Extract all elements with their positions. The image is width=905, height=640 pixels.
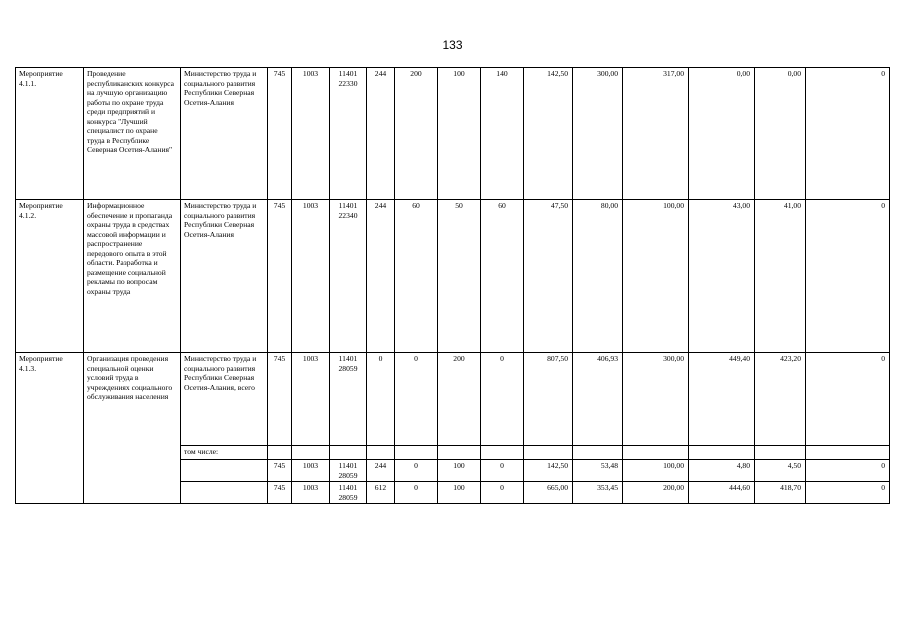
measure-id: Мероприятие 4.1.2.	[16, 200, 84, 353]
rzpr-code: 1003	[292, 460, 330, 482]
amount-6: 317,00	[623, 68, 689, 200]
vr-code: 244	[367, 68, 395, 200]
grbs-code: 745	[268, 200, 292, 353]
amount-3: 140	[481, 68, 524, 200]
amount-4: 665,00	[524, 482, 573, 504]
amount-8: 41,00	[755, 200, 806, 353]
amount-8: 4,50	[755, 460, 806, 482]
page-number: 133	[442, 38, 463, 52]
amount-7: 449,40	[689, 353, 755, 446]
measure-name: Проведение республиканских конкурса на лучшую организацию работы по охране труда среди предприятий и конкурса "Лучший специалист по охране труда в Республике Северная Осетия-Алания"	[84, 68, 181, 200]
amount-4: 807,50	[524, 353, 573, 446]
amount-4: 47,50	[524, 200, 573, 353]
measure-id: Мероприятие 4.1.1.	[16, 68, 84, 200]
amount-3: 60	[481, 200, 524, 353]
amount-1: 200	[395, 68, 438, 200]
grbs-code: 745	[268, 68, 292, 200]
measure-name: Организация проведения специальной оценки условий труда в учреждениях социального обслуживания населения	[84, 353, 181, 504]
measure-id: Мероприятие 4.1.3.	[16, 353, 84, 504]
rzpr-code: 1003	[292, 200, 330, 353]
budget-table	[15, 67, 890, 504]
vr-code: 0	[367, 353, 395, 446]
amount-4: 142,50	[524, 460, 573, 482]
amount-2: 100	[438, 68, 481, 200]
amount-5: 53,48	[573, 460, 623, 482]
grbs-code: 745	[268, 460, 292, 482]
rzpr-code: 1003	[292, 68, 330, 200]
amount-5: 353,45	[573, 482, 623, 504]
amount-1: 60	[395, 200, 438, 353]
amount-8: 0,00	[755, 68, 806, 200]
amount-6: 300,00	[623, 353, 689, 446]
grbs-code: 745	[268, 482, 292, 504]
amount-7: 43,00	[689, 200, 755, 353]
measure-executor: Министерство труда и социального развития Республики Северная Осетия-Алания	[181, 68, 268, 200]
amount-6: 200,00	[623, 482, 689, 504]
amount-2: 200	[438, 353, 481, 446]
measure-executor: Министерство труда и социального развития Республики Северная Осетия-Алания	[181, 200, 268, 353]
amount-3: 0	[481, 353, 524, 446]
amount-5: 300,00	[573, 68, 623, 200]
amount-1: 0	[395, 460, 438, 482]
measure-name: Информационное обеспечение и пропаганда охраны труда в средствах массовой информации и распространение передового опыта в этой области. Разработка и размещение социальной рекламы по вопросам охраны труда	[84, 200, 181, 353]
amount-6: 100,00	[623, 460, 689, 482]
amount-1: 0	[395, 482, 438, 504]
table-row	[16, 200, 890, 353]
subtotal-label: том числе:	[181, 446, 268, 460]
amount-2: 50	[438, 200, 481, 353]
rzpr-code: 1003	[292, 353, 330, 446]
grbs-code: 745	[268, 353, 292, 446]
amount-2: 100	[438, 482, 481, 504]
table-row	[16, 68, 890, 200]
amount-9: 0	[806, 200, 890, 353]
rzpr-code: 1003	[292, 482, 330, 504]
amount-3: 0	[481, 482, 524, 504]
amount-7: 0,00	[689, 68, 755, 200]
amount-9: 0	[806, 460, 890, 482]
amount-9: 0	[806, 68, 890, 200]
amount-8: 418,70	[755, 482, 806, 504]
amount-5: 406,93	[573, 353, 623, 446]
amount-4: 142,50	[524, 68, 573, 200]
csr-code: 11401 28059	[330, 482, 367, 504]
amount-6: 100,00	[623, 200, 689, 353]
table-row	[16, 353, 890, 446]
amount-7: 4,80	[689, 460, 755, 482]
vr-code: 612	[367, 482, 395, 504]
vr-code: 244	[367, 460, 395, 482]
vr-code: 244	[367, 200, 395, 353]
csr-code: 11401 28059	[330, 460, 367, 482]
amount-1: 0	[395, 353, 438, 446]
amount-2: 100	[438, 460, 481, 482]
amount-5: 80,00	[573, 200, 623, 353]
amount-3: 0	[481, 460, 524, 482]
csr-code: 11401 28059	[330, 353, 367, 446]
csr-code: 11401 22340	[330, 200, 367, 353]
csr-code: 11401 22330	[330, 68, 367, 200]
measure-executor: Министерство труда и социального развития Республики Северная Осетия-Алания, всего	[181, 353, 268, 446]
amount-9: 0	[806, 482, 890, 504]
amount-7: 444,60	[689, 482, 755, 504]
amount-8: 423,20	[755, 353, 806, 446]
amount-9: 0	[806, 353, 890, 446]
